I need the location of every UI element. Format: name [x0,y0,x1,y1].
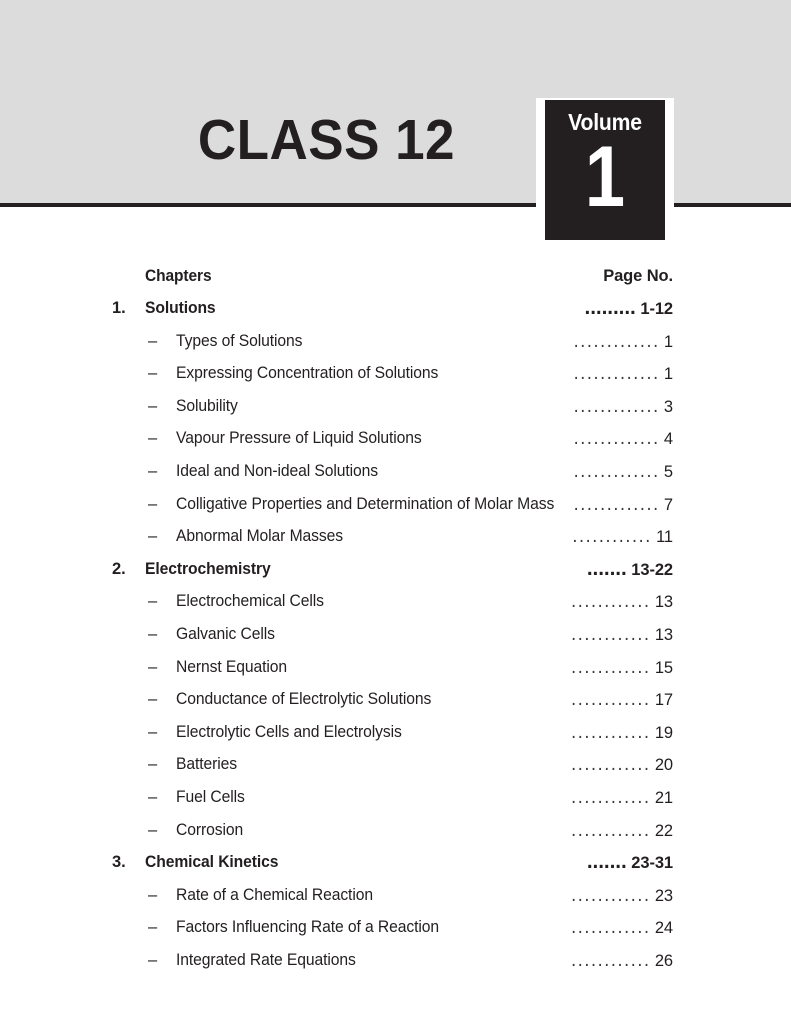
bullet-dash-icon: – [148,885,158,904]
page-number-cell [420,918,673,938]
toc-subsection-row[interactable] [0,947,791,980]
bullet-dash-icon: – [148,494,158,513]
chapter-number: 2. [112,559,126,578]
dot-leader: ․․․․․․․․․․․․ [570,951,651,970]
dot-leader: ․․․․․․․․․․․․ [570,788,651,807]
subsection-title: Electrochemical Cells [176,592,324,611]
bullet-dash-icon: – [148,787,158,806]
dot-leader: ․․․․․․․․․․․․․ [573,332,660,351]
subsection-title: Batteries [176,755,238,774]
page-number: 21 [654,788,673,807]
toc-subsection-row[interactable] [0,686,791,719]
page-number: 13-22 [631,560,673,579]
toc-subsection-row[interactable] [0,523,791,556]
subsection-title: Colligative Properties and Determination of Molar Mass [176,494,555,513]
toc-subsection-row[interactable] [0,914,791,947]
bullet-dash-icon: – [148,755,158,774]
page-number: 15 [654,658,673,677]
dot-leader: ․․․․․․․․․․․․ [570,886,651,905]
subsection-title: Rate of a Chemical Reaction [176,885,373,904]
dot-leader: ․․․․․․․․․․․․ [570,658,651,677]
bullet-dash-icon: – [148,624,158,643]
page-number-cell [420,592,673,612]
subsection-title: Abnormal Molar Masses [176,527,344,546]
page-number-cell [420,495,673,515]
toc-subsection-row[interactable] [0,784,791,817]
dot-leader: ․․․․․․․․․․․․ [570,593,651,612]
dot-leader: ․․․․․․․․․․․․․ [573,462,660,481]
bullet-dash-icon: – [148,918,158,937]
bullet-dash-icon: – [148,592,158,611]
page-number: 17 [654,691,673,710]
page-number: 7 [663,495,673,514]
bullet-dash-icon: – [148,364,158,383]
bullet-dash-icon: – [148,690,158,709]
chapter-number: 3. [112,853,126,872]
toc-subsection-row[interactable] [0,458,791,491]
toc-subsection-row[interactable] [0,328,791,361]
subsection-title: Fuel Cells [176,787,245,806]
page-number: 3 [663,397,673,416]
page-number: 13 [654,625,673,644]
volume-label: Volume [568,109,642,135]
volume-badge [536,98,674,243]
bullet-dash-icon: – [148,657,158,676]
toc-subsection-row[interactable] [0,425,791,458]
toc-subsection-row[interactable] [0,817,791,850]
page-number: 5 [663,462,673,481]
dot-leader: ․․․․․․․․․․․․ [570,821,651,840]
bullet-dash-icon: – [148,950,158,969]
dot-leader: ․․․․․․․․․․․․․ [573,430,660,449]
dot-leader: ․․․․․․․․․․․․ [572,528,652,547]
page-number: 1 [663,365,673,384]
page-number-cell [420,625,673,645]
page-number: 24 [654,919,673,938]
toc-subsection-row[interactable] [0,491,791,524]
dot-leader: ․․․․․․․․․․․․․ [573,365,660,384]
toc-subsection-row[interactable] [0,882,791,915]
dot-leader: ․․․․․․․․․ [584,300,636,318]
bullet-dash-icon: – [148,461,158,480]
toc-subsection-row[interactable] [0,654,791,687]
subsection-title: Nernst Equation [176,657,287,676]
chapter-title: Solutions [145,299,216,317]
chapter-title: Chemical Kinetics [145,853,279,872]
subsection-title: Corrosion [176,820,244,839]
page-number-cell [420,364,673,384]
dot-leader: ․․․․․․․ [586,560,627,579]
toc-column-headers [0,262,791,295]
dot-leader: ․․․․․․․․․․․․ [570,625,651,644]
page-number: 1-12 [640,300,673,318]
toc-subsection-row[interactable] [0,393,791,426]
subsection-title: Solubility [176,396,238,415]
page-number-cell [420,788,673,808]
page-number-cell [420,821,673,841]
page-number-cell [420,527,673,547]
page-number-cell [420,755,673,775]
page-number-cell [420,397,673,417]
bullet-dash-icon: – [148,331,158,350]
volume-number: 1 [584,129,626,225]
table-of-contents [0,262,791,979]
bullet-dash-icon: – [148,396,158,415]
page-number-cell [420,853,673,873]
toc-subsection-row[interactable] [0,751,791,784]
toc-chapter-row[interactable] [0,295,791,328]
page-number-cell [420,462,673,482]
subsection-title: Vapour Pressure of Liquid Solutions [176,429,422,448]
page-number: 1 [663,332,673,351]
page-number: 19 [654,723,673,742]
toc-subsection-row[interactable] [0,360,791,393]
page-title: CLASS 12 [197,108,455,172]
page-number-cell [420,332,673,352]
page-number: 23 [654,886,673,905]
page-number-cell [420,658,673,678]
page-number: 11 [656,528,673,547]
page-number-cell [420,560,673,580]
page-number: 13 [654,593,673,612]
volume-badge-inner [545,100,665,240]
chapter-number: 1. [112,299,126,317]
bullet-dash-icon: – [148,527,158,546]
subsection-title: Expressing Concentration of Solutions [176,364,439,383]
subsection-title: Conductance of Electrolytic Solutions [176,690,432,709]
column-header-chapters: Chapters [145,267,212,285]
dot-leader: ․․․․․․․․․․․․․ [573,397,660,416]
bullet-dash-icon: – [148,820,158,839]
page-number: 23-31 [631,854,673,873]
column-header-page-no: Page No. [603,267,673,285]
subsection-title: Electrolytic Cells and Electrolysis [176,722,402,741]
toc-subsection-row[interactable] [0,719,791,752]
subsection-title: Galvanic Cells [176,624,275,643]
page-number-cell [420,886,673,906]
toc-subsection-row[interactable] [0,588,791,621]
page-number-cell [420,951,673,971]
dot-leader: ․․․․․․․․․․․․․ [573,495,660,514]
page-number: 20 [654,756,673,775]
toc-subsection-row[interactable] [0,621,791,654]
subsection-title: Factors Influencing Rate of a Reaction [176,918,440,937]
subsection-title: Types of Solutions [176,331,303,350]
page-number-cell [420,690,673,710]
toc-chapter-row[interactable] [0,849,791,882]
page-number: 26 [654,951,673,970]
dot-leader: ․․․․․․․․․․․․ [570,691,651,710]
dot-leader: ․․․․․․․ [586,854,627,873]
subsection-title: Ideal and Non-ideal Solutions [176,461,379,480]
page-number: 22 [654,821,673,840]
page-number: 4 [663,430,673,449]
page-number-cell [420,299,673,319]
toc-chapter-row[interactable] [0,556,791,589]
bullet-dash-icon: – [148,429,158,448]
dot-leader: ․․․․․․․․․․․․ [570,723,651,742]
chapter-title: Electrochemistry [145,559,271,578]
dot-leader: ․․․․․․․․․․․․ [570,756,651,775]
toc-row-list [0,295,791,979]
dot-leader: ․․․․․․․․․․․․ [570,919,651,938]
page-number-cell [420,429,673,449]
subsection-title: Integrated Rate Equations [176,950,356,969]
bullet-dash-icon: – [148,722,158,741]
page-number-cell [420,723,673,743]
